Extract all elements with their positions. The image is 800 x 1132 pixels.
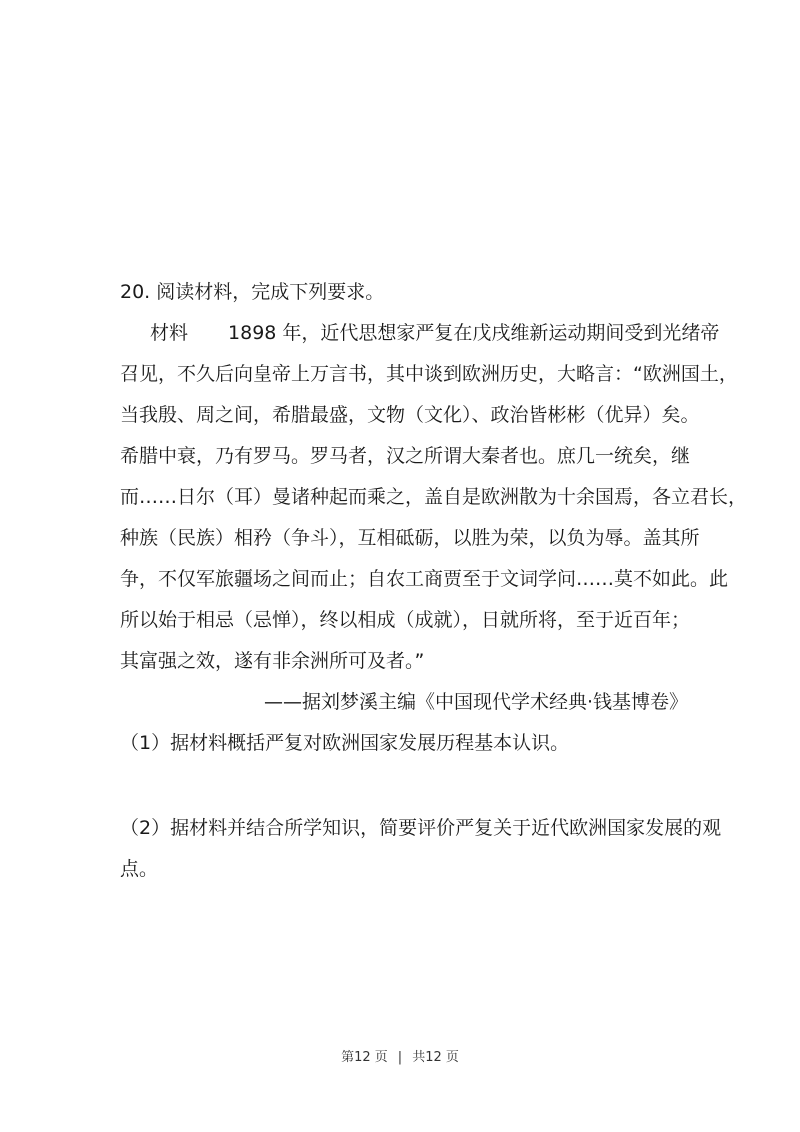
material-source: ——据刘梦溪主编《中国现代学术经典·钱基博卷》 (263, 691, 688, 713)
material-line: 其富强之效，遂有非余洲所可及者。” (120, 650, 425, 672)
question-block (120, 272, 748, 890)
sub-question-2-continued: 点。 (120, 858, 159, 880)
question-title: 20. 阅读材料，完成下列要求。 (120, 281, 385, 303)
material-line: 种族（民族）相矜（争斗），互相砥砺，以胜为荣，以负为辱。盖其所 (120, 527, 700, 549)
material-line: 1898 年，近代思想家严复在戊戌维新运动期间受到光绪帝 (228, 322, 720, 344)
sub-question-1: （1）据材料概括严复对欧洲国家发展历程基本认识。 (120, 732, 570, 754)
page-number: 第12 页 (341, 1050, 388, 1065)
material-first-line (120, 313, 720, 354)
page-footer (0, 1046, 800, 1065)
material-line: 所以始于相忌（忌惮），终以相成（成就），日就所将，至于近百年； (120, 609, 691, 631)
material-line: 当我殷、周之间，希腊最盛，文物（文化）、政治皆彬彬（优异）矣。 (120, 404, 700, 426)
material-line: 希腊中衰，乃有罗马。罗马者，汉之所谓大秦者也。庶几一统矣，继 (120, 445, 691, 467)
footer-separator: | (397, 1050, 403, 1065)
material-line: 召见，不久后向皇帝上万言书，其中谈到欧洲历史，大略言：“欧洲国土， (120, 363, 738, 385)
sub-question-2: （2）据材料并结合所学知识，简要评价严复关于近代欧洲国家发展的观 (120, 817, 722, 839)
material-line: 争，不仅军旅疆场之间而止；自农工商贾至于文词学问……莫不如此。此 (120, 568, 729, 590)
total-pages: 共12 页 (412, 1050, 459, 1065)
material-line: 而……日尔（耳）曼诸种起而乘之，盖自是欧洲散为十余国焉，各立君长， (120, 486, 748, 508)
material-label: 材料 (150, 322, 189, 344)
